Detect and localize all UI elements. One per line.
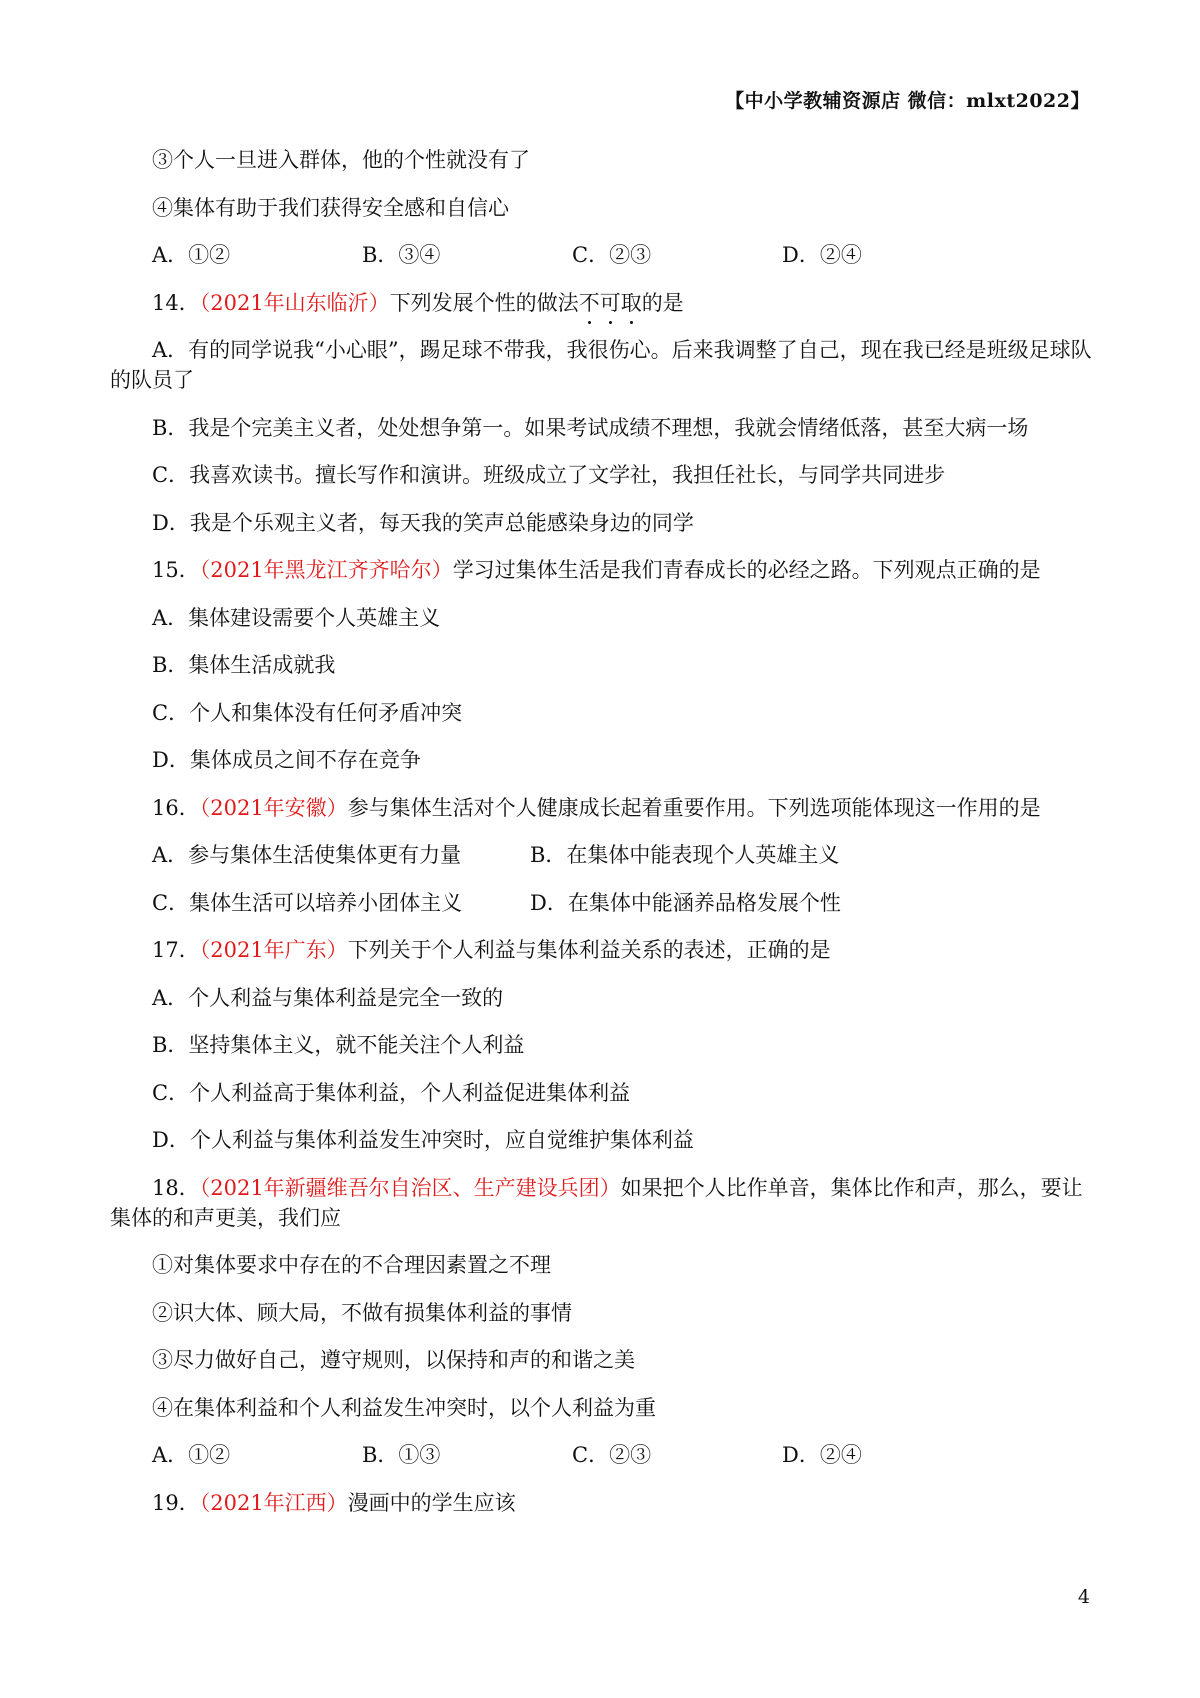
q19-number: 19．	[152, 1490, 200, 1515]
page-header: 【中小学教辅资源店 微信：mlxt2022】	[725, 90, 1090, 112]
q16-option-c: C．集体生活可以培养小团体主义	[152, 890, 463, 915]
q18-option-c: C．②③	[572, 1443, 652, 1467]
q18-option-a: A．①②	[152, 1443, 231, 1467]
q13-option-c: C．②③	[572, 243, 652, 267]
q19-stem	[110, 1488, 1100, 1518]
q17-option-c: C．个人利益高于集体利益，个人利益促进集体利益	[152, 1080, 631, 1105]
q13-item-4: ④集体有助于我们获得安全感和自信心	[152, 195, 509, 220]
q18-options	[110, 1440, 1100, 1470]
page-number: 4	[1077, 1586, 1090, 1608]
q15-option-c: C．个人和集体没有任何矛盾冲突	[152, 700, 463, 725]
q16-stem-text: 参与集体生活对个人健康成长起着重要作用。下列选项能体现这一作用的是	[347, 795, 1041, 820]
q16-option-d: D．在集体中能涵养品格发展个性	[530, 890, 841, 915]
q18-item-1: ①对集体要求中存在的不合理因素置之不理	[152, 1253, 551, 1277]
q16-option-b: B．在集体中能表现个人英雄主义	[530, 843, 840, 867]
q18-item-2: ②识大体、顾大局，不做有损集体利益的事情	[152, 1300, 572, 1325]
q14-emphasis-char: 不	[579, 288, 600, 318]
q14-emphasis-char: 可	[600, 288, 621, 318]
q13-option-a: A．①②	[152, 243, 231, 267]
q15-number: 15．	[152, 558, 200, 582]
q19-source: （2021年江西）	[199, 1490, 348, 1515]
q17-option-b: B．坚持集体主义，就不能关注个人利益	[152, 1033, 525, 1057]
q18-number: 18．	[152, 1175, 200, 1200]
q15-option-d: D．集体成员之间不存在竞争	[152, 748, 421, 772]
q16-options-row-1	[110, 840, 1100, 870]
q14-option-c: C．我喜欢读书。擅长写作和演讲。班级成立了文学社，我担任社长，与同学共同进步	[152, 463, 946, 487]
q15-option-b: B．集体生活成就我	[152, 653, 336, 677]
q17-option-d: D．个人利益与集体利益发生冲突时，应自觉维护集体利益	[152, 1128, 694, 1152]
q16-options-row-2	[110, 888, 1100, 918]
q18-option-b: B．①③	[362, 1443, 441, 1467]
q14-option-a: A．有的同学说我“小心眼”，踢足球不带我，我很伤心。后来我调整了自己，现在我已经是班级足球队的队员了	[110, 338, 1092, 392]
q14-option-d: D．我是个乐观主义者，每天我的笑声总能感染身边的同学	[152, 510, 694, 535]
q14-stem-end: 的是	[641, 290, 684, 315]
q16-option-a: A．参与集体生活使集体更有力量	[152, 843, 462, 867]
q16-number: 16．	[152, 795, 200, 820]
q13-options	[110, 240, 1100, 270]
q14-stem-text: 下列发展个性的做法	[389, 290, 579, 315]
q14-source: （2021年山东临沂）	[199, 290, 390, 315]
q18-source: （2021年新疆维吾尔自治区、生产建设兵团）	[199, 1175, 621, 1200]
q13-option-b: B．③④	[362, 243, 441, 267]
q18-item-3: ③尽力做好自己，遵守规则，以保持和声的和谐之美	[152, 1348, 635, 1372]
q16-source: （2021年安徽）	[199, 795, 348, 820]
q14-option-b: B．我是个完美主义者，处处想争第一。如果考试成绩不理想，我就会情绪低落，甚至大病一场	[152, 415, 1029, 440]
q13-option-d: D．②④	[782, 243, 862, 267]
q19-stem-text: 漫画中的学生应该	[347, 1490, 516, 1515]
q17-stem	[110, 935, 1100, 965]
q15-option-a: A．集体建设需要个人英雄主义	[152, 605, 441, 630]
q15-source: （2021年黑龙江齐齐哈尔）	[199, 558, 453, 582]
q17-source: （2021年广东）	[199, 938, 348, 962]
q18-stem-text: 如果把个人比作单音，集体比作和声，那么，要让集体的和声更美，我们应	[110, 1175, 1083, 1230]
q14-stem	[110, 288, 1100, 318]
q17-option-a: A．个人利益与集体利益是完全一致的	[152, 985, 504, 1010]
q15-stem-text: 学习过集体生活是我们青春成长的必经之路。下列观点正确的是	[452, 558, 1041, 582]
q17-number: 17．	[152, 938, 200, 962]
q13-item-3: ③个人一旦进入群体，他的个性就没有了	[152, 148, 530, 172]
q17-stem-text: 下列关于个人利益与集体利益关系的表述，正确的是	[347, 938, 831, 962]
q18-stem	[110, 1173, 1100, 1233]
q16-stem	[110, 793, 1100, 823]
q15-stem	[110, 555, 1100, 585]
q18-item-4: ④在集体利益和个人利益发生冲突时，以个人利益为重	[152, 1395, 656, 1420]
q18-option-d: D．②④	[782, 1443, 862, 1467]
page-content	[110, 145, 1100, 1535]
q14-emphasis-char: 取	[621, 288, 642, 318]
q14-number: 14．	[152, 290, 200, 315]
